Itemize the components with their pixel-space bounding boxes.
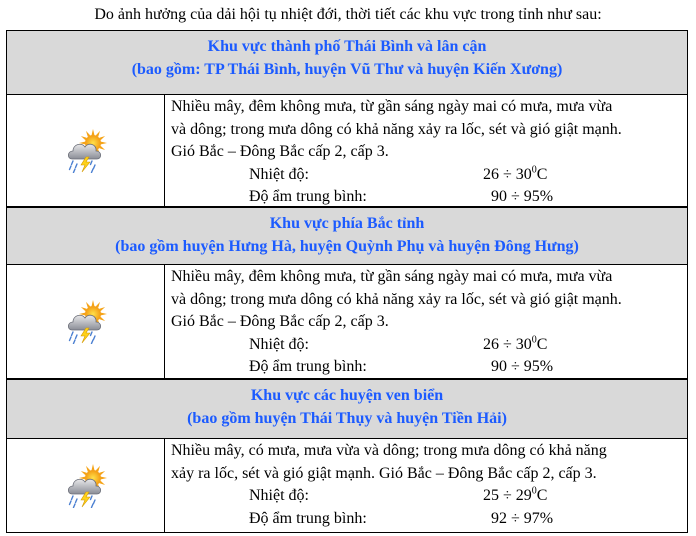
forecast-line: Nhiều mây, có mưa, mưa vừa và dông; trong mưa dông có khả năng [171, 442, 607, 459]
forecast-line: Gió Bắc – Đông Bắc cấp 2, cấp 3. [171, 313, 389, 330]
forecast-text [165, 439, 687, 532]
storm-sun-cloud-icon [64, 129, 108, 173]
forecast-line: xảy ra lốc, sét và gió giật mạnh. Gió Bắc – Đông Bắc cấp 2, cấp 3. [171, 464, 597, 482]
icon-cell [7, 265, 165, 378]
region-subtitle: (bao gồm huyện Thái Thụy và huyện Tiền Hải) [187, 410, 507, 427]
forecast-line: và dông; trong mưa dông có khả năng xảy ra lốc, sét và gió giật mạnh. [171, 120, 622, 138]
forecast-line: và dông; trong mưa dông có khả năng xảy ra lốc, sét và gió giật mạnh. [171, 290, 622, 308]
humidity-label: Độ ẩm trung bình: [249, 188, 367, 205]
humidity-value: 90 ÷ 95% [491, 188, 554, 205]
storm-sun-cloud-icon [64, 464, 108, 508]
region-coastal [6, 379, 688, 533]
region-forecast [6, 95, 688, 207]
region-header [6, 30, 688, 95]
region-subtitle: (bao gồm: TP Thái Bình, huyện Vũ Thư và huyện Kiến Xương) [131, 61, 563, 78]
region-city [6, 30, 688, 207]
region-subtitle: (bao gồm huyện Hưng Hà, huyện Quỳnh Phụ và huyện Đông Hưng) [115, 238, 579, 255]
region-header [6, 207, 688, 265]
intro-text: Do ảnh hưởng của dải hội tụ nhiệt đới, thời tiết các khu vực trong tỉnh như sau: [94, 6, 602, 23]
region-title: Khu vực thành phố Thái Bình và lân cận [207, 38, 487, 55]
forecast-line: Gió Bắc – Đông Bắc cấp 2, cấp 3. [171, 143, 389, 160]
forecast-line: Nhiều mây, đêm không mưa, từ gần sáng ngày mai có mưa, mưa vừa [171, 268, 613, 285]
temperature-label: Nhiệt độ: [249, 165, 309, 183]
region-forecast [6, 439, 688, 533]
region-header [6, 379, 688, 439]
region-forecast [6, 265, 688, 379]
humidity-value: 92 ÷ 97% [491, 509, 554, 527]
region-title: Khu vực phía Bắc tỉnh [269, 215, 425, 232]
region-north [6, 207, 688, 379]
forecast-text [165, 265, 687, 378]
temperature-label: Nhiệt độ: [249, 335, 309, 353]
region-title: Khu vực các huyện ven biển [250, 387, 444, 404]
humidity-label: Độ ẩm trung bình: [249, 358, 367, 375]
humidity-label: Độ ẩm trung bình: [249, 509, 367, 527]
forecast-text [165, 95, 687, 206]
temperature-label: Nhiệt độ: [249, 487, 309, 504]
storm-sun-cloud-icon [64, 300, 108, 344]
humidity-value: 90 ÷ 95% [491, 358, 554, 375]
forecast-line: Nhiều mây, đêm không mưa, từ gần sáng ngày mai có mưa, mưa vừa [171, 98, 613, 115]
icon-cell [7, 95, 165, 206]
temperature-value: $26 \div 30^0C$ [483, 164, 548, 183]
temperature-value: $25 \div 29^0C$ [483, 485, 548, 504]
temperature-value: $26 \div 30^0C$ [483, 334, 548, 353]
icon-cell [7, 439, 165, 532]
